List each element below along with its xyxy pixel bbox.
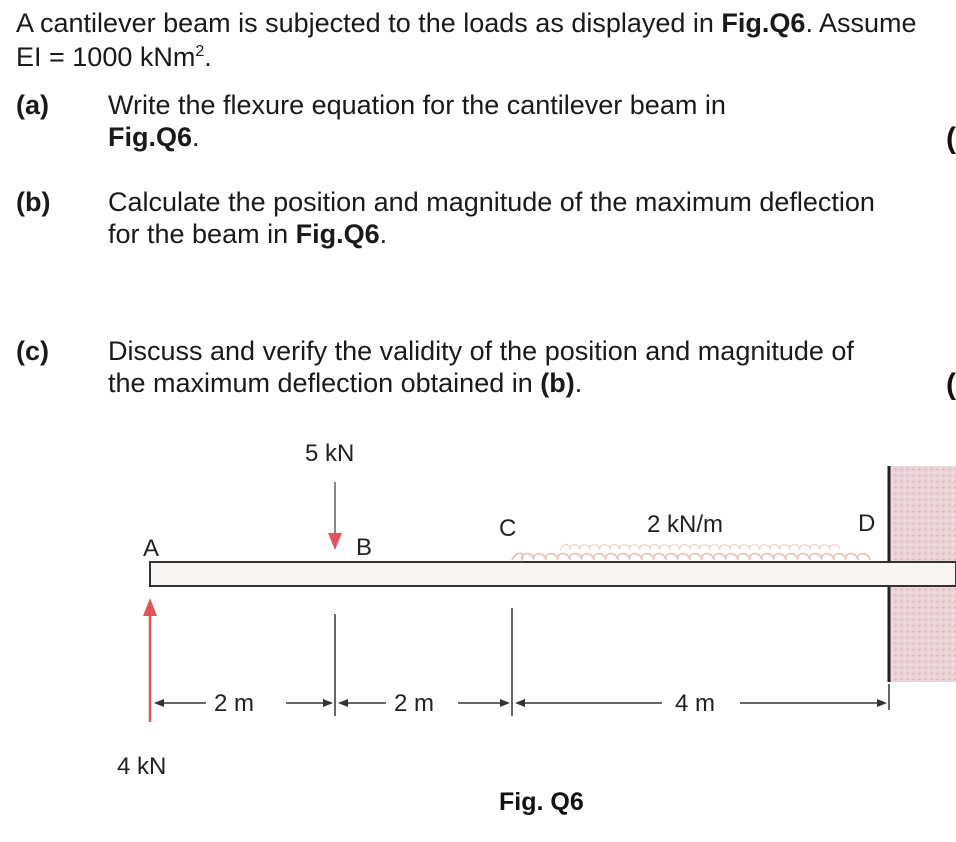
question-b-label: (b) — [16, 187, 51, 217]
dimension-arrow-ab-right — [323, 699, 333, 707]
statement-line-2: EI = 1000 kNm$^2$. — [16, 42, 212, 72]
dimension-arrow-bc-right — [500, 699, 510, 707]
dimension-cd-label: 4 m — [675, 690, 716, 717]
reaction-label: 4 kN — [117, 753, 167, 780]
udl-load — [512, 553, 870, 560]
point-load-label: 5 kN — [305, 440, 355, 467]
superscript-2: 2 — [195, 43, 205, 60]
point-c-label: C — [499, 515, 517, 542]
point-load-arrowhead — [328, 533, 342, 550]
figure-reference: Fig.Q6 — [108, 122, 193, 152]
cantilever-beam — [150, 562, 956, 586]
question-b-text: Calculate the position and magnitude of the maximum deflection for the beam in Fig.Q6. — [108, 187, 875, 249]
figure-reference: (b) — [540, 368, 575, 398]
marks-paren-c: ( — [946, 368, 956, 401]
figure-reference: Fig.Q6 — [721, 8, 806, 38]
dimension-arrow-ab-left — [154, 699, 164, 707]
question-a-text: Write the flexure equation for the cantilever beam in Fig.Q6. — [108, 90, 726, 152]
reaction-arrowhead — [143, 598, 157, 616]
point-d-label: D — [858, 510, 876, 537]
dimension-bc-label: 2 m — [394, 690, 435, 717]
dimension-ab-label: 2 m — [214, 690, 255, 717]
dimension-arrow-cd-right — [877, 699, 887, 707]
udl-label: 2 kN/m — [647, 511, 724, 538]
question-c-label: (c) — [16, 336, 49, 366]
point-a-label: A — [143, 535, 160, 562]
figure-reference: Fig.Q6 — [295, 219, 380, 249]
point-b-label: B — [356, 534, 373, 561]
marks-paren-a: ( — [946, 122, 956, 155]
statement-line-1: A cantilever beam is subjected to the loads as displayed in Fig.Q6. Assume — [16, 8, 917, 38]
udl-load-upper — [560, 544, 840, 550]
figure-caption: Fig. Q6 — [499, 788, 584, 816]
question-c-text: Discuss and verify the validity of the position and magnitude of the maximum deflection obtained in (b). — [108, 336, 854, 398]
question-a-label: (a) — [16, 90, 49, 120]
